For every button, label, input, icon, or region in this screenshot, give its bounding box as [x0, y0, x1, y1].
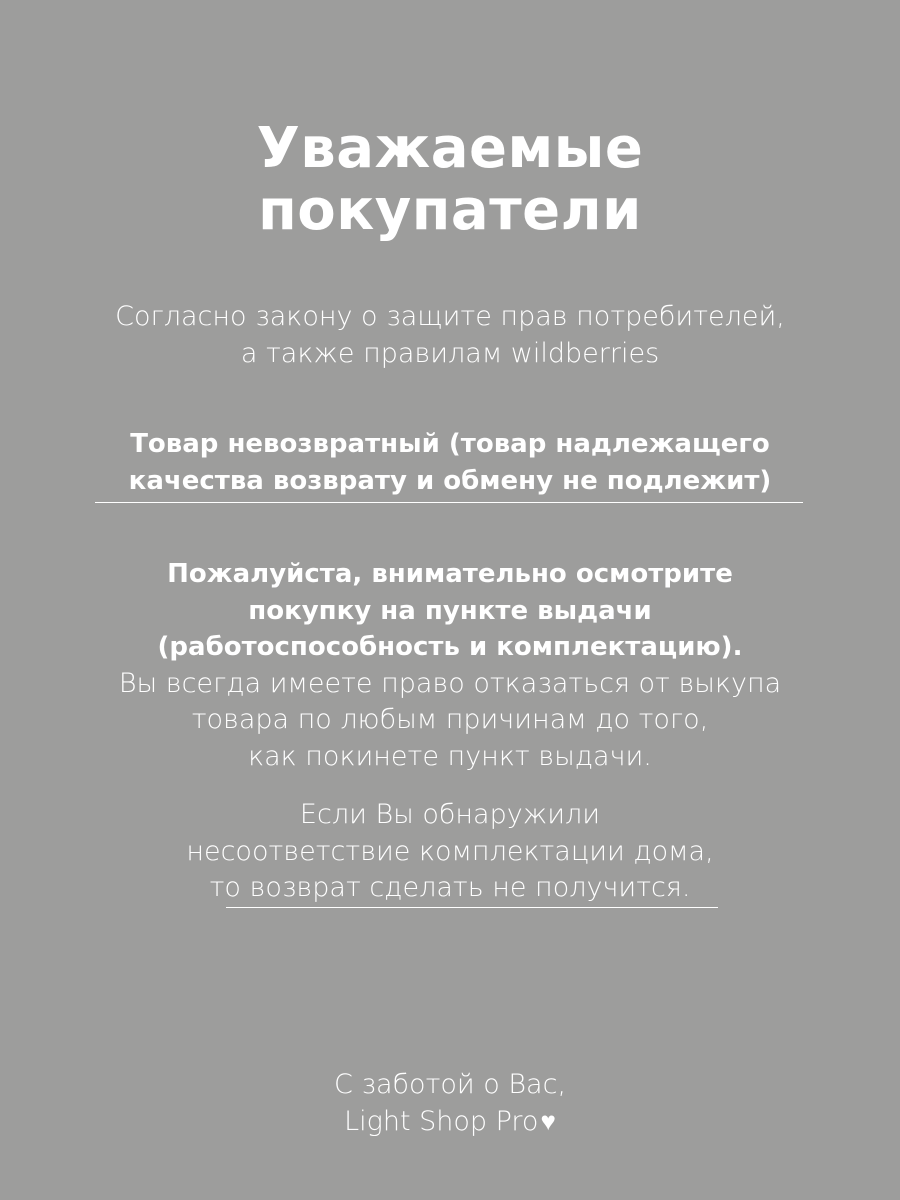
signature-line-1: С заботой о Вас,: [333, 1069, 567, 1100]
advice-line-3: (работоспособность и комплектацию).: [157, 632, 743, 662]
advice-line-5: товара по любым причинам до того,: [191, 704, 709, 735]
advice-line-6: как покинете пункт выдачи.: [248, 740, 652, 772]
warning-line-2: несоответствие комплектации дома,: [186, 835, 714, 867]
notice-underline-divider: [95, 502, 803, 503]
advice-line-4: Вы всегда имеете право отказаться от выкупа: [118, 667, 782, 699]
intro-line-2: а также правилам wildberries: [240, 338, 660, 369]
intro-line-1: Согласно закону о защите прав потребителей,: [115, 301, 785, 332]
warning-line-1: Если Вы обнаружили: [299, 799, 601, 830]
notice-line-1: Товар невозвратный (товар надлежащего: [130, 429, 770, 459]
warning-line-3: [0, 870, 900, 907]
notice-line-2: качества возврату и обмену не подлежит): [128, 466, 772, 496]
legal-intro: [0, 298, 900, 372]
non-returnable-notice: [0, 426, 900, 500]
shop-name: Light Shop Pro: [344, 1105, 539, 1137]
warning-line-3-prefix: то: [209, 872, 250, 903]
inspection-advice: [0, 556, 900, 775]
signature: [0, 1067, 900, 1140]
advice-line-2: покупку на пункте выдачи: [248, 595, 652, 626]
warning-line-3-emphasis: возврат сделать не получится.: [249, 872, 691, 903]
title-line-2: покупатели: [258, 178, 642, 243]
heart-icon: ♥: [540, 1106, 556, 1137]
warning-underline-divider: [226, 907, 718, 908]
advice-line-1: Пожалуйста, внимательно осмотрите: [167, 559, 733, 589]
title-line-1: Уважаемые: [256, 116, 644, 181]
return-warning: [0, 797, 900, 907]
signature-line-2: [0, 1104, 900, 1141]
page-title: [0, 118, 900, 242]
